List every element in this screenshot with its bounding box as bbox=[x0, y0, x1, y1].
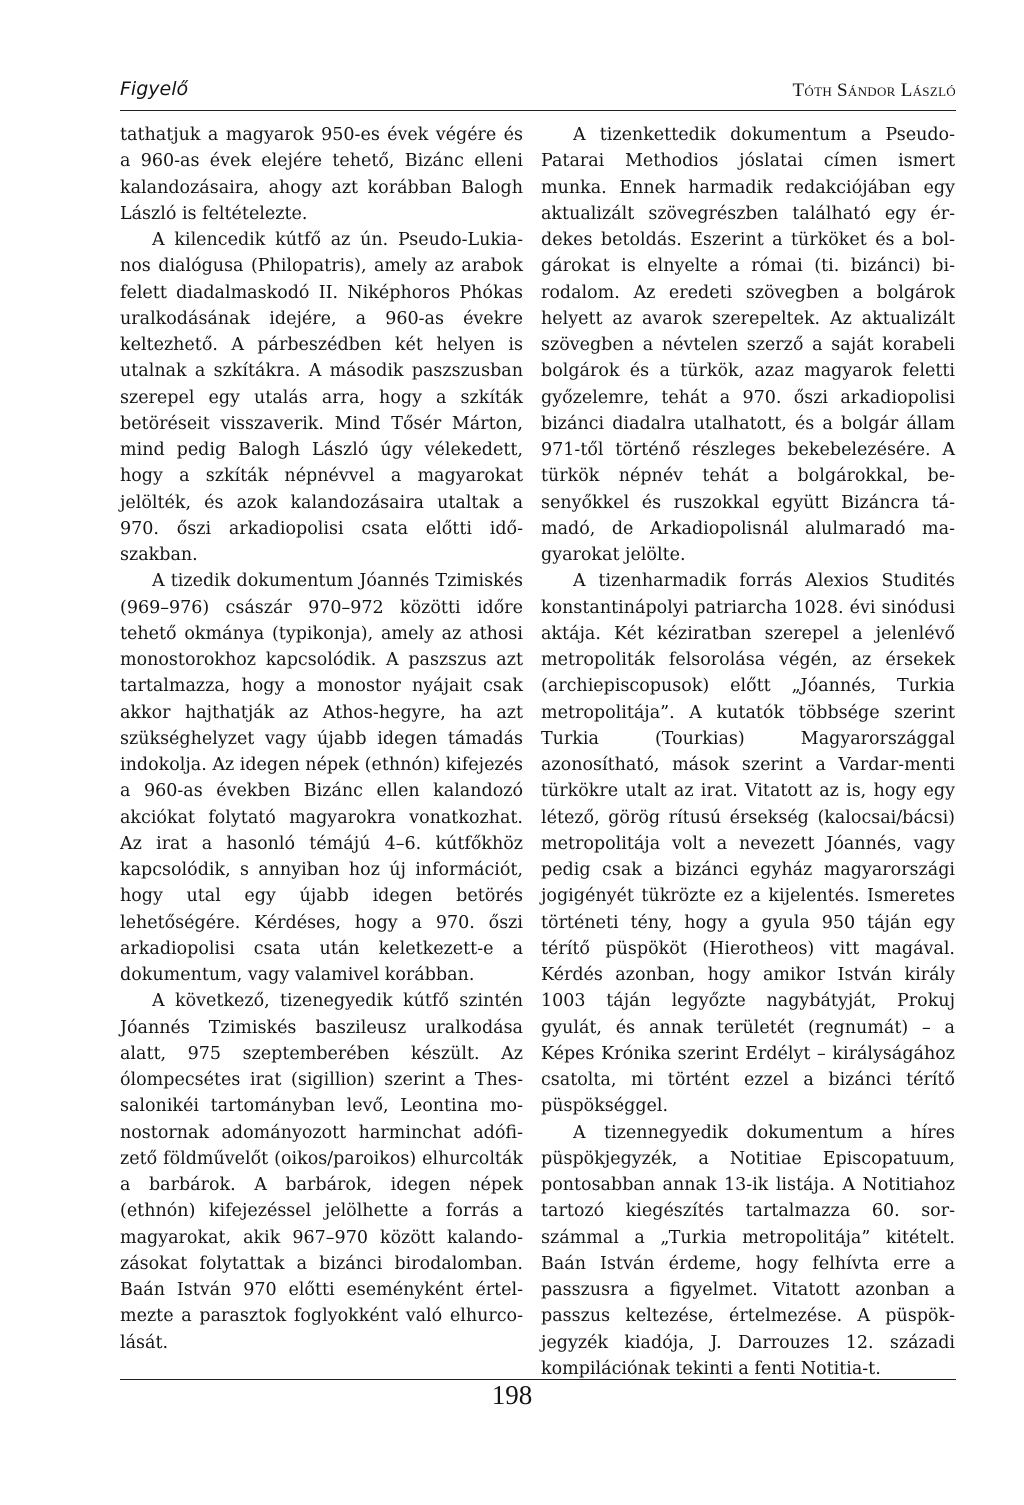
paragraph: A tizedik dokumentum Jóannés Tzimiskés (969–976) császár 970–972 közötti időre tehető okmánya (typikonja), amely az athosi monostorokhoz kapcsolódik. A paszszus azt tartalmazza, hogy a monostor nyájait csak akkor hajthatják az Athos-hegyre, ha azt szükséghelyzet vagy újabb idegen támadás indokolja. Az idegen népek (ethnón) kifejezés a 960-as években Bizánc ellen kalandozó akciókat folytató magyarokra vonatkozhat. Az irat a hasonló témájú 4–6. kútfőkhöz kapcsolódik, s annyiban hoz új információt, hogy utal egy újabb idegen betörés lehetőségére. Kérdéses, hogy a 970. őszi arkadiopolisi csata után keletkezett-e a dokumentum, vagy valamivel korábban. bbox=[120, 571, 523, 985]
paragraph: tathatjuk a magyarok 950-es évek végére és a 960-as évek elejére tehető, Bizánc elleni kalandozásaira, ahogy azt korábban Balogh László is feltételezte. bbox=[120, 125, 523, 224]
right-column bbox=[541, 122, 955, 1382]
running-header bbox=[120, 76, 956, 111]
page-number: 198 bbox=[491, 1380, 533, 1410]
author-name: Tóth Sándor László bbox=[792, 80, 956, 101]
paragraph: A tizenharmadik forrás Alexios Studités konstantinápolyi patriarcha 1028. évi sinódusi aktája. Két kéziratban szerepel a jelenlévő metropoliták felsorolása végén, az érsekek (archiepiscopusok) előtt „Jóannés, Turkia metropolitája”. A kutatók többsége szerint Turkia (Tourkias) Magyarországgal azonosítható, mások szerint a Vardar-menti türkökre utalt az irat. Vitatott az is, hogy egy létező, görög rítusú érsekség (kalocsai/bácsi) metropolitája volt a nevezett Jóannés, vagy pedig csak a bizánci egyház magyarországi jogigényét tükrözte ez a kijelentés. Ismeretes történeti tény, hogy a gyula 950 táján egy térítő püspököt (Hierotheos) vitt magával. Kérdés azonban, hogy amikor István király 1003 táján legyőzte nagybátyját, Prokuj gyulát, és annak területét (regnumát) – a Képes Krónika szerint Erdélyt – királyságához csatolta, mi történt ezzel a bizánci térítő püspökséggel. bbox=[541, 571, 955, 1117]
paragraph: A kilencedik kútfő az ún. Pseudo-Lukianos dialógusa (Philopatris), amely az arabok felett diadalmaskodó II. Niképhoros Phókas uralkodásának idejére, a 960-as évekre keltezhető. A párbeszédben két helyen is utalnak a szkítákra. A második paszszusban szerepel egy utalás arra, hogy a szkíták betöréseit visszaverik. Mind Tősér Márton, mind pedig Balogh László úgy vélekedett, hogy a szkíták népnévvel a magyarokat jelölték, és azok kalandozásaira utaltak a 970. őszi arkadiopolisi csata előtti időszakban. bbox=[120, 230, 523, 565]
left-column bbox=[120, 122, 523, 1356]
paragraph: A tizenkettedik dokumentum a Pseudo-Patarai Methodios jóslatai címen ismert munka. Ennek harmadik redakciójában egy aktualizált szövegrészben található egy érdekes betoldás. Eszerint a türköket és a bolgárokat is elnyelte a római (ti. bizánci) birodalom. Az eredeti szövegben a bolgárok helyett az avarok szerepeltek. Az aktualizált szövegben a névtelen szerző a saját korabeli bolgárok és a türkök, azaz magyarok feletti győzelemre, tehát a 970. őszi arkadiopolisi bizánci diadalra utalhatott, és a bolgár állam 971-től történő részleges bekebelezésére. A türkök népnév tehát a bolgárokkal, besenyőkkel és ruszokkal együtt Bizáncra támadó, de Arkadiopolisnál alulmaradó magyarokat jelölte. bbox=[541, 125, 955, 565]
section-title: Figyelő bbox=[120, 78, 189, 100]
paragraph: A következő, tizenegyedik kútfő szintén Jóannés Tzimiskés baszileusz uralkodása alatt, 975 szeptemberében készült. Az ólompecsétes irat (sigillion) szerint a Thessalonikéi tartományban levő, Leontina monostornak adományozott harminchat adófizető földművelőt (oikos/paroikos) elhurcolták a barbárok. A barbárok, idegen népek (ethnón) kifejezéssel jelölhette a forrás a magyarokat, akik 967–970 között kalandozásokat folytattak a bizánci birodalomban. Baán István 970 előtti eseményként értelmezte a parasztok foglyokként való elhurcolását. bbox=[120, 991, 523, 1353]
paragraph: A tizennegyedik dokumentum a híres püspökjegyzék, a Notitiae Episcopatuum, pontosabban annak 13-ik listája. A Notitiahoz tartozó kiegészítés tartalmazza 60. sorszámmal a „Turkia metropolitája” kitételt. Baán István érdeme, hogy felhívta erre a passzusra a figyelmet. Vitatott azonban a passzus keltezése, értelmezése. A püspökjegyzék kiadója, J. Darrouzes 12. századi kompilációnak tekinti a fenti Notitia-t. bbox=[541, 1122, 955, 1379]
